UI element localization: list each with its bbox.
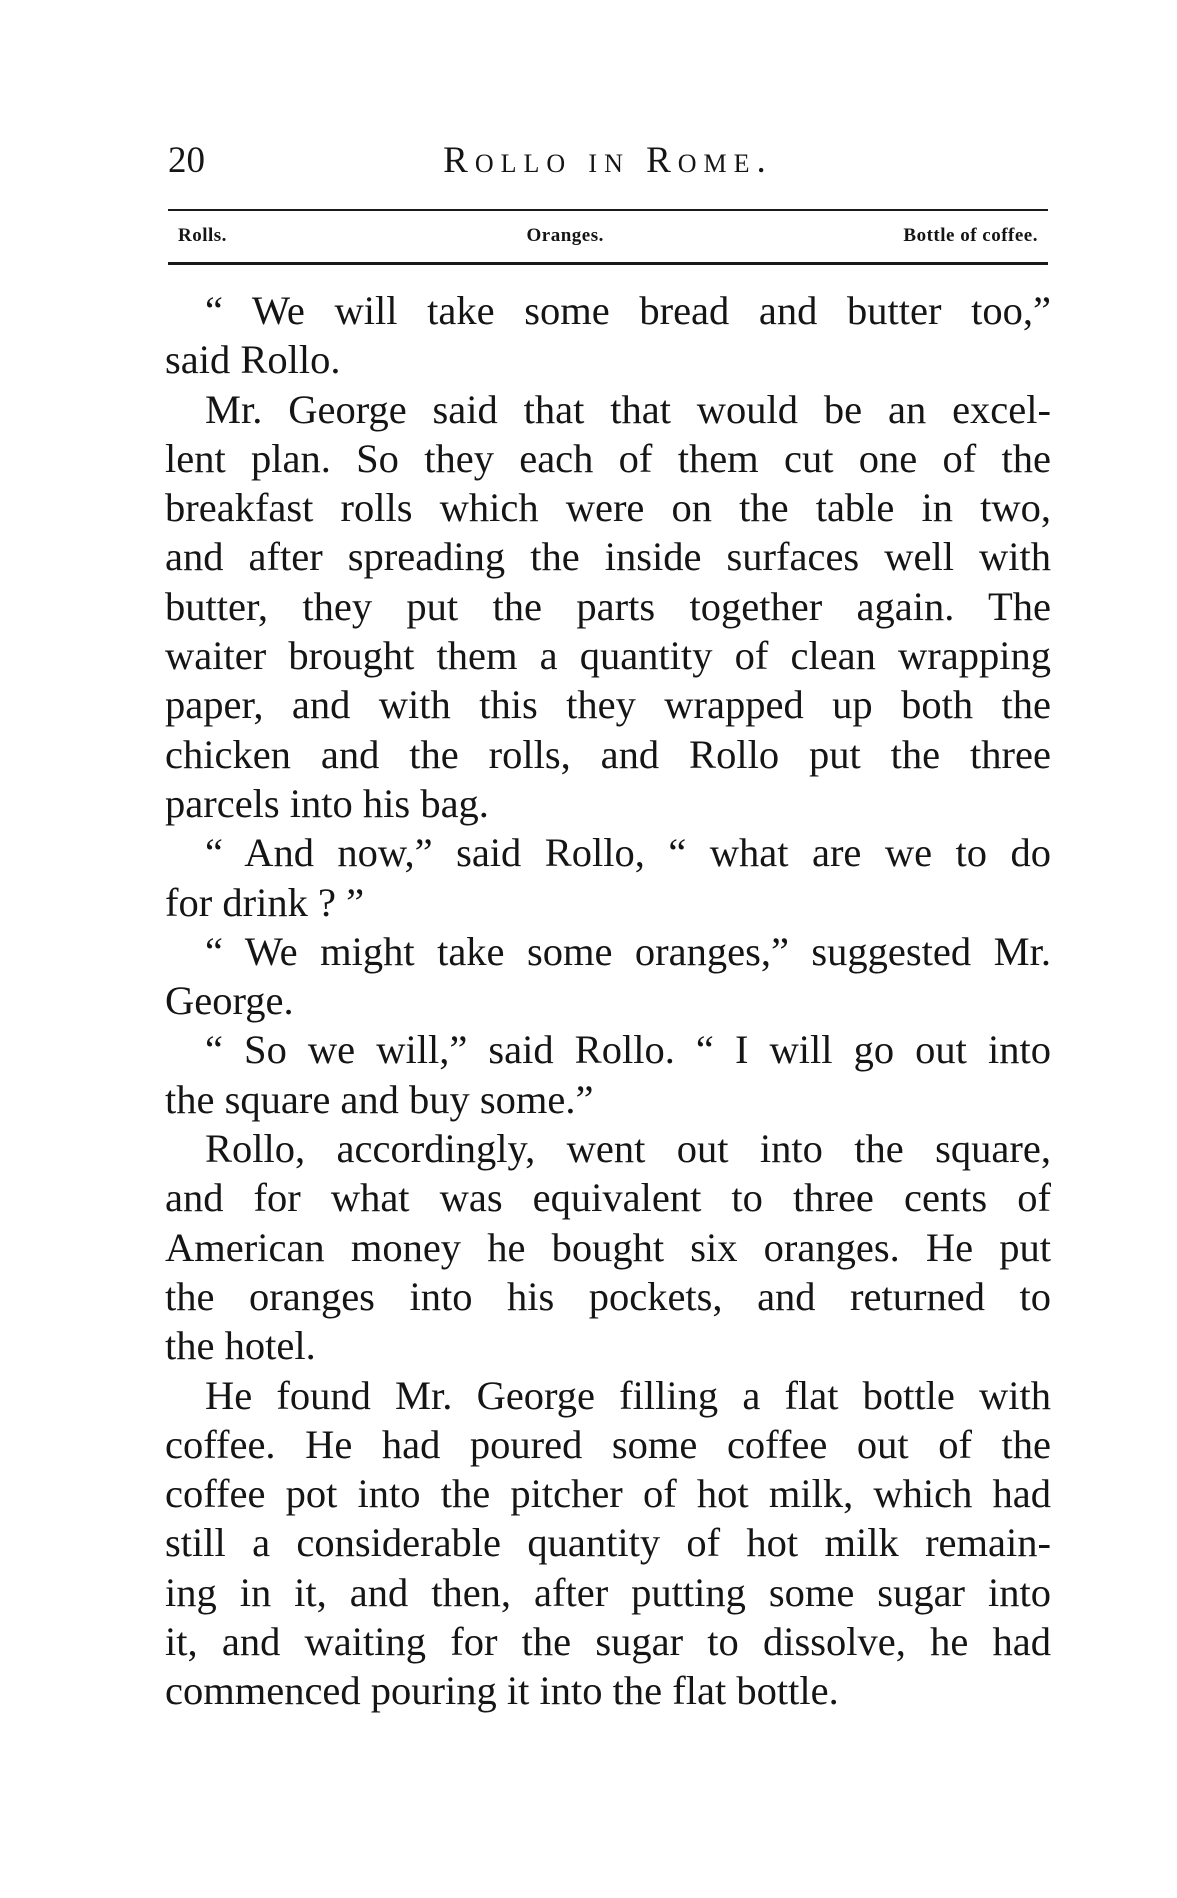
text-line: and after spreading the inside surfaces well with — [165, 534, 1051, 580]
text-line: it, and waiting for the sugar to dissolve, he had — [165, 1619, 1051, 1665]
paragraph — [165, 927, 1051, 1026]
text-line: chicken and the rolls, and Rollo put the three — [165, 731, 1051, 777]
paragraph — [165, 385, 1051, 829]
paragraph — [165, 1371, 1051, 1716]
text-line: coffee. He had poured some coffee out of the — [165, 1421, 1051, 1467]
side-note-oranges: Oranges. — [526, 225, 604, 246]
paragraph — [165, 1124, 1051, 1370]
text-line: waiter brought them a quantity of clean wrapping — [165, 633, 1051, 679]
text-line: He found Mr. George filling a flat bottle with — [205, 1372, 1051, 1418]
text-line: Mr. George said that that would be an excel- — [205, 386, 1051, 432]
text-line: “ So we will,” said Rollo. “ I will go out into — [205, 1027, 1051, 1073]
paragraph — [165, 286, 1051, 385]
text-line: the oranges into his pockets, and returned to — [165, 1273, 1051, 1319]
side-notes — [178, 216, 1038, 256]
text-line: ing in it, and then, after putting some sugar into — [165, 1569, 1051, 1615]
text-line: “ We will take some bread and butter too,” — [205, 288, 1051, 333]
text-line: butter, they put the parts together again. The — [165, 583, 1051, 629]
text-line: lent plan. So they each of them cut one of the — [165, 435, 1051, 481]
text-line: paper, and with this they wrapped up both the — [165, 682, 1051, 728]
paragraph — [165, 1025, 1051, 1124]
body-text — [165, 286, 1051, 1716]
text-line: American money he bought six oranges. He put — [165, 1224, 1051, 1270]
header-rule-top — [168, 209, 1048, 211]
page-header — [168, 138, 1048, 188]
paragraph — [165, 828, 1051, 927]
text-line: breakfast rolls which were on the table in two, — [165, 485, 1051, 531]
text-line: the hotel. — [165, 1323, 316, 1369]
text-line: said Rollo. — [165, 337, 341, 383]
text-line: Rollo, accordingly, went out into the square, — [205, 1126, 1051, 1172]
text-line: still a considerable quantity of hot milk remain- — [165, 1520, 1051, 1566]
side-note-rolls: Rolls. — [178, 225, 227, 246]
text-line: and for what was equivalent to three cents of — [165, 1175, 1051, 1221]
header-rule-bottom — [168, 262, 1048, 265]
text-line: parcels into his bag. — [165, 780, 489, 826]
text-line: the square and buy some.” — [165, 1076, 594, 1122]
text-line: “ We might take some oranges,” suggested Mr. — [205, 928, 1051, 974]
text-line: “ And now,” said Rollo, “ what are we to do — [205, 830, 1051, 876]
side-note-bottle-of-coffee: Bottle of coffee. — [903, 225, 1038, 246]
text-line: commenced pouring it into the flat bottle. — [165, 1668, 839, 1714]
text-line: George. — [165, 978, 294, 1024]
running-title: Rollo in Rome. — [443, 140, 773, 181]
text-line: coffee pot into the pitcher of hot milk, which had — [165, 1471, 1051, 1517]
page-number: 20 — [168, 140, 205, 181]
text-line: for drink ? ” — [165, 879, 365, 925]
